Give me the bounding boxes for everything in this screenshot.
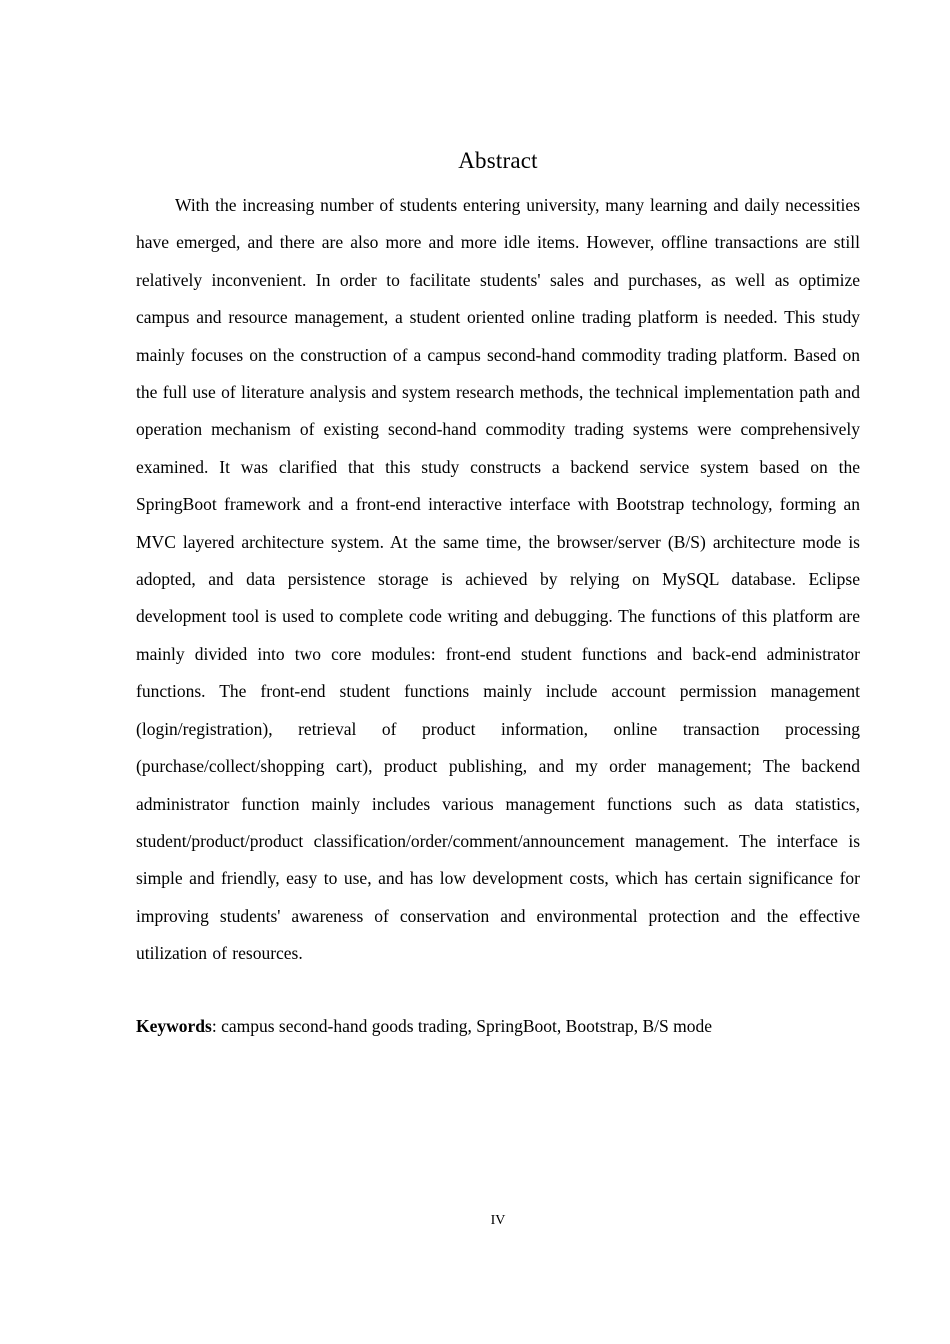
page-title: Abstract <box>458 148 538 173</box>
keywords-text: : campus second-hand goods trading, SpringBoot, Bootstrap, B/S mode <box>211 1015 712 1036</box>
keywords-line <box>136 1008 860 1045</box>
abstract-paragraph: With the increasing number of students entering university, many learning and daily necessities have emerged, and there are also more and more idle items. However, offline transactions are still relatively inconvenient. In order to facilitate students' sales and purchases, as well as optimize campus and resource management, a student oriented online trading platform is needed. This study mainly focuses on the construction of a campus second-hand commodity trading platform. Based on the full use of literature analysis and system research methods, the technical implementation path and operation mechanism of existing second-hand commodity trading systems were comprehensively examined. It was clarified that this study constructs a backend service system based on the SpringBoot framework and a front-end interactive interface with Bootstrap technology, forming an MVC layered architecture system. At the same time, the browser/server (B/S) architecture mode is adopted, and data persistence storage is achieved by relying on MySQL database. Eclipse development tool is used to complete code writing and debugging. The functions of this platform are mainly divided into two core modules: front-end student functions and back-end administrator functions. The front-end student functions mainly include account permission management (login/registration), retrieval of product information, online transaction processing (purchase/collect/shopping cart), product publishing, and my order management; The backend administrator function mainly includes various management functions such as data statistics, student/product/product classification/order/comment/announcement management. The interface is simple and friendly, easy to use, and has low development costs, which has certain significance for improving students' awareness of conservation and environmental protection and the effective utilization of resources. <box>136 195 860 964</box>
page-content <box>136 0 860 1045</box>
keywords-label: Keywords <box>136 1015 212 1036</box>
page-number: IV <box>490 1213 506 1228</box>
